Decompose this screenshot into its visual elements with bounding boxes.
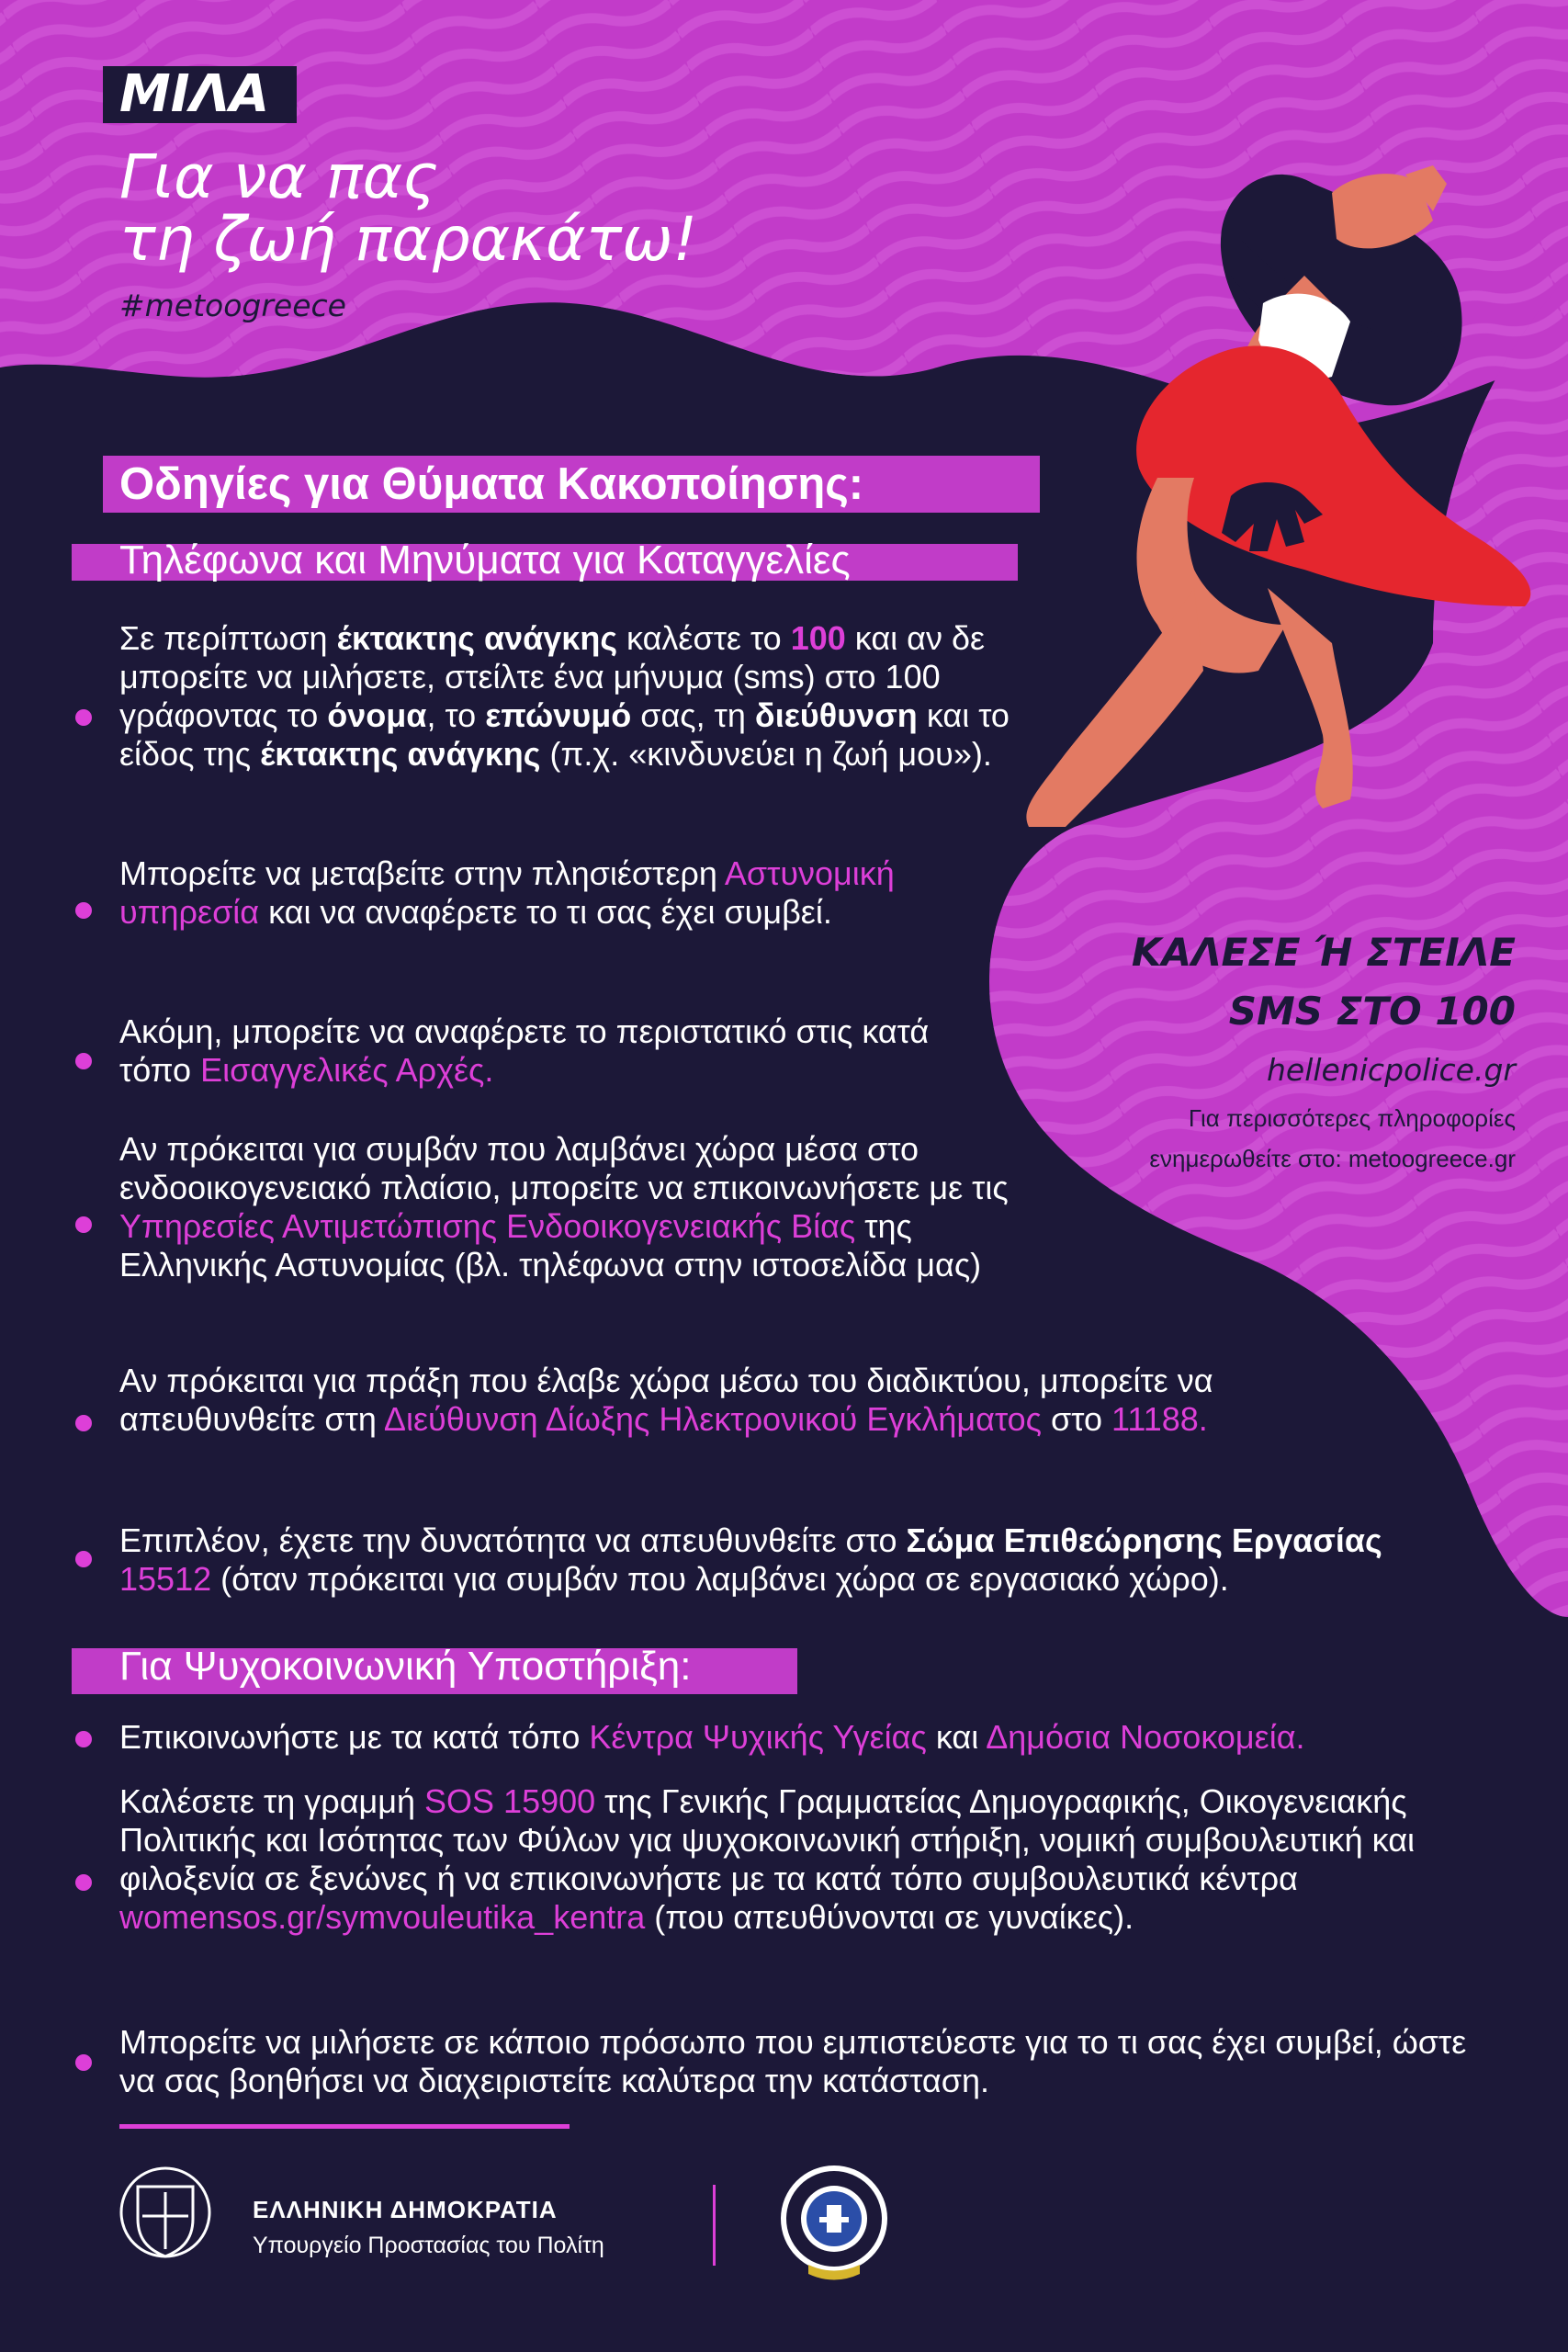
info-line-1: Για περισσότερες πληροφορίες bbox=[1188, 1104, 1516, 1132]
bullet-sos-line: Καλέσετε τη γραμμή SOS 15900 της Γενικής Γραμματείας Δημογραφικής, Οικογενειακής Πολιτικής και Ισότητας των Φύλων για ψυχοκοινωνική στήριξη, νομική συμβουλευτική και φιλοξενία σε ξενώνες ή να επικοινωνήστε με τα κατά τόπο συμβουλευτικά κέντρα womensos.gr/symvouleutika_kentra (που απευθύνονται σε γυναίκες). bbox=[119, 1782, 1416, 1936]
bullet-dot bbox=[75, 1874, 92, 1891]
police-website-link[interactable]: hellenicpolice.gr bbox=[1266, 1052, 1516, 1088]
bullet-dot bbox=[75, 1053, 92, 1069]
footer-divider-line bbox=[119, 2124, 570, 2129]
greek-emblem bbox=[121, 2168, 209, 2256]
bullet-domestic-violence: Αν πρόκειται για συμβάν που λαμβάνει χώρα μέσα στο ενδοοικογενειακό πλαίσιο, μπορείτε να επικοινωνήσετε με τις Υπηρεσίες Αντιμετώπισης Ενδοοικογενειακής Βίας της Ελληνικής Αστυνομίας (βλ. τηλέφωνα στην ιστοσελίδα μας) bbox=[119, 1130, 1009, 1283]
bullet-dot bbox=[75, 709, 92, 726]
gov-title: ΕΛΛΗΝΙΚΗ ΔΗΜΟΚΡΑΤΙΑ bbox=[253, 2196, 558, 2223]
bullet-emergency: Σε περίπτωση έκτακτης ανάγκης καλέστε το 100 και αν δε μπορείτε να μιλήσετε, στείλτε ένα μήνυμα (sms) στο 100 γράφοντας το όνομα, το επώνυμό σας, τη διεύθυνση και το είδος της έκτακτης ανάγκης (π.χ. «κινδυνεύει η ζωή μου»). bbox=[119, 619, 1010, 773]
bullet-cybercrime: Αν πρόκειται για πράξη που έλαβε χώρα μέσω του διαδικτύου, μπορείτε να απευθυνθείτε στη Διεύθυνση Δίωξης Ηλεκτρονικού Εγκλήματος στο 11188. bbox=[119, 1362, 1213, 1438]
bullet-dot bbox=[75, 1216, 92, 1233]
bullet-dot bbox=[75, 902, 92, 919]
bullet-mental-health: Επικοινωνήστε με τα κατά τόπο Κέντρα Ψυχικής Υγείας και Δημόσια Νοσοκομεία. bbox=[119, 1718, 1305, 1756]
title-word: ΜΙΛΑ bbox=[103, 66, 297, 123]
hashtag: #metoogreece bbox=[119, 288, 346, 323]
bullet-dot bbox=[75, 1731, 92, 1747]
info-line-2: ενημερωθείτε στο: metoogreece.gr bbox=[1149, 1145, 1516, 1172]
logo-divider bbox=[713, 2185, 716, 2266]
subheading-reports: Τηλέφωνα και Μηνύματα για Καταγγελίες bbox=[119, 537, 851, 582]
cta-sms-line: SMS ΣΤΟ 100 bbox=[1228, 989, 1516, 1034]
bullet-trusted-person: Μπορείτε να μιλήσετε σε κάποιο πρόσωπο που εμπιστεύεστε για το τι σας έχει συμβεί, ώστε να σας βοηθήσει να διαχειριστείτε καλύτερα την κατάσταση. bbox=[119, 2023, 1467, 2099]
police-seal bbox=[781, 2165, 887, 2280]
cta-call-line: ΚΑΛΕΣΕ Ή ΣΤΕΙΛΕ bbox=[1131, 930, 1516, 975]
bullet-dot bbox=[75, 1551, 92, 1567]
bullet-labour-inspectorate: Επιπλέον, έχετε την δυνατότητα να απευθυνθείτε στο Σώμα Επιθεώρησης Εργασίας 15512 (όταν πρόκειται για συμβάν που λαμβάνει χώρα σε εργασιακό χώρο). bbox=[119, 1521, 1382, 1598]
heading-support: Για Ψυχοκοινωνική Υποστήριξη: bbox=[119, 1644, 692, 1689]
title-line-2: τη ζωή παρακάτω! bbox=[119, 204, 698, 275]
heading-victims: Οδηγίες για Θύματα Κακοποίησης: bbox=[119, 459, 864, 509]
bullet-police-station: Μπορείτε να μεταβείτε στην πλησιέστερη Αστυνομική υπηρεσία και να αναφέρετε το τι σας έχει συμβεί. bbox=[119, 854, 895, 931]
title-line-1: Για να πας bbox=[119, 141, 438, 212]
bullet-dot bbox=[75, 1415, 92, 1431]
ministry-name: Υπουργείο Προστασίας του Πολίτη bbox=[253, 2233, 604, 2258]
bullet-dot bbox=[75, 2054, 92, 2071]
bullet-prosecutors: Ακόμη, μπορείτε να αναφέρετε το περιστατικό στις κατά τόπο Εισαγγελικές Αρχές. bbox=[119, 1012, 930, 1089]
